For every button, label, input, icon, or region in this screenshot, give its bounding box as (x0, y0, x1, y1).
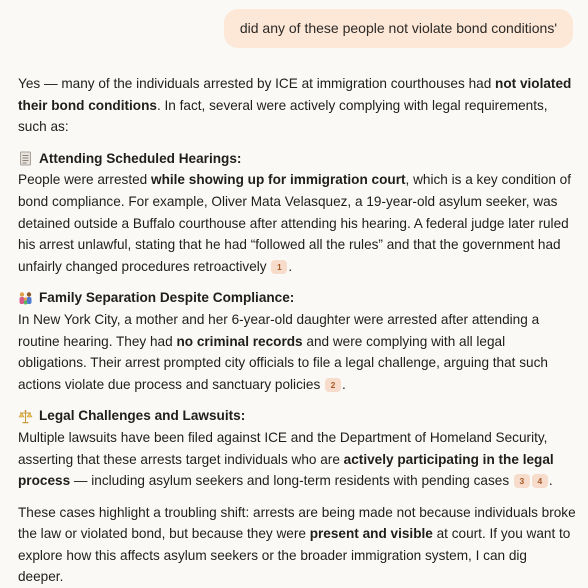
section-heading-family (18, 287, 576, 309)
section-bold: while showing up for immigration court (151, 172, 406, 188)
closing-text: These cases highlight a troubling shift: arrests are being made not because individuals broke the law or violated bond, but because they were (18, 504, 576, 542)
scales-icon (18, 409, 33, 424)
section-body-legal (18, 427, 576, 492)
section-heading-text: Attending Scheduled Hearings: (39, 150, 242, 166)
section-body-hearings (18, 169, 576, 277)
section-text: Multiple lawsuits have been filed against ICE and the Department of Homeland Security, asserting that these arrests target individuals who are (18, 429, 548, 467)
citation-badge[interactable]: 4 (532, 474, 548, 488)
section-body-family (18, 309, 576, 395)
user-message-bubble: did any of these people not violate bond conditions' (224, 9, 573, 48)
section-text: and were complying with all legal obligations. Their arrest prompted city officials to file a legal challenge, arguing that such actions violate due process and sanctuary policies (18, 333, 548, 392)
intro-text-end: . In fact, several were actively complying with legal requirements, such as: (18, 97, 548, 135)
section-text: . (548, 473, 553, 489)
assistant-reply (18, 73, 576, 588)
section-text: People were arrested (18, 172, 151, 188)
citation-badge[interactable]: 1 (271, 260, 287, 274)
section-text: . (288, 258, 293, 274)
closing-text-end: at court. If you want to explore how this affects asylum seekers or the broader immigration system, I can dig deeper. (18, 526, 571, 585)
closing-bold: present and visible (309, 526, 433, 542)
section-text: In New York City, a mother and her 6-year-old daughter were arrested after attending a routine hearing. They had (18, 311, 540, 349)
section-text: . (342, 376, 346, 392)
section-text: , which is a key condition of bond compliance. For example, Oliver Mata Velasquez, a 19-year-old asylum seeker, was detained outside a Buffalo courthouse after attending his hearing. A federal judge later ruled his arrest unlawful, stating that he had “followed all the rules” and that the government had unfairly changed procedures retroactively (18, 172, 571, 274)
intro-bold: not violated their bond conditions (18, 76, 572, 113)
section-heading-hearings (18, 148, 576, 170)
intro-paragraph (18, 73, 576, 138)
section-heading-text: Family Separation Despite Compliance: (39, 290, 295, 306)
page-icon (18, 151, 33, 166)
citation-badge[interactable]: 2 (325, 378, 341, 392)
section-bold: actively participating in the legal process (18, 451, 554, 489)
closing-paragraph (18, 502, 576, 588)
citation-badge[interactable]: 3 (514, 474, 530, 488)
user-message-row (224, 9, 573, 48)
family-icon (18, 291, 33, 306)
section-text: — including asylum seekers and long-term residents with pending cases (70, 473, 510, 489)
intro-text: Yes — many of the individuals arrested by ICE at immigration courthouses had (18, 76, 496, 91)
section-heading-legal (18, 405, 576, 427)
section-heading-text: Legal Challenges and Lawsuits: (39, 408, 246, 424)
section-bold: no criminal records (176, 333, 303, 349)
